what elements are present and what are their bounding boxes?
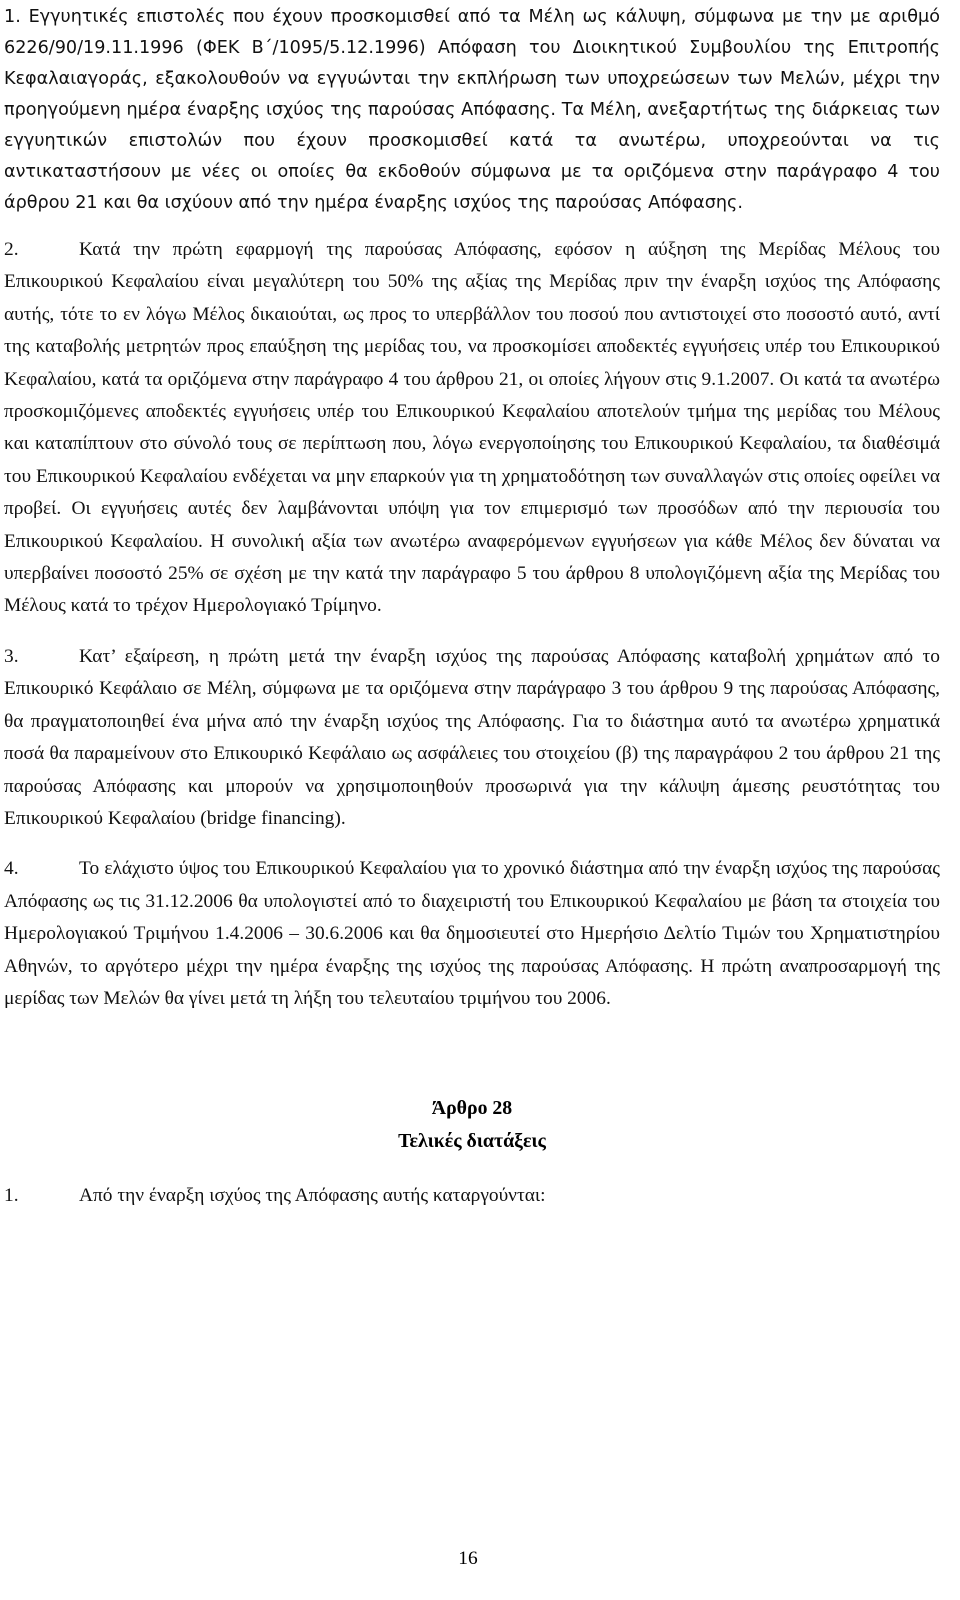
paragraph-4-text: Το ελάχιστο ύψος του Επικουρικού Κεφαλαίου για το χρονικό διάστημα από την έναρξη ισχύος της παρούσας Απόφασης ως τις 31.12.2006 θα υπολογιστεί από το διαχειριστή του Επικουρικού Κεφαλαίου με βάση τα στοιχεία του Ημερολογιακού Τριμήνου 1.4.2006 – 30.6.2006 και θα δημοσιευτεί στο Ημερήσιο Δελτίο Τιμών του Χρηματιστηρίου Αθηνών, το αργότερο μέχρι την ημέρα έναρξης της ισχύος της παρούσας Απόφασης. Η πρώτη αναπροσαρμογή της μερίδας των Μελών θα γίνει μετά τη λήξη του τελευταίου τριμήνου του 2006. bbox=[4, 858, 940, 1009]
page-number: 16 bbox=[458, 1548, 478, 1569]
list-item bbox=[4, 1180, 940, 1212]
paragraph-1: 1. Εγγυητικές επιστολές που έχουν προσκομισθεί από τα Μέλη ως κάλυψη, σύμφωνα με την με αριθμό 6226/90/19.11.1996 (ΦΕΚ Β΄/1095/5.12.1996) Απόφαση του Διοικητικού Συμβουλίου της Επιτροπής Κεφαλαιαγοράς, εξακολουθούν να εγγυώνται την εκπλήρωση των υποχρεώσεων των Μελών, μέχρι την προηγούμενη ημέρα έναρξης ισχύος της παρούσας Απόφασης. Τα Μέλη, ανεξαρτήτως της διάρκειας των εγγυητικών επιστολών που έχουν προσκομισθεί κατά τα ανωτέρω, υποχρεούνται να τις αντικαταστήσουν με νέες οι οποίες θα εκδοθούν σύμφωνα με τα οριζόμενα στην παράγραφο 4 του άρθρου 21 και θα ισχύουν από την ημέρα έναρξης ισχύος της παρούσας Απόφασης. bbox=[4, 7, 940, 213]
paragraph-2-text: Κατά την πρώτη εφαρμογή της παρούσας Απόφασης, εφόσον η αύξηση της Μερίδας Μέλους του Επικουρικού Κεφαλαίου είναι μεγαλύτερη του 50% της αξίας της Μερίδας πριν την έναρξη ισχύος της Απόφασης αυτής, τότε το εν λόγω Μέλος δικαιούται, ως προς το υπερβάλλον του ποσού που αντιστοιχεί στο ποσοστό αυτό, αντί της καταβολής μετρητών προς επαύξηση της μερίδας του, να προσκομίσει αποδεκτές εγγυήσεις υπέρ του Επικουρικού Κεφαλαίου, κατά τα οριζόμενα στην παράγραφο 4 του άρθρου 21, οι οποίες λήγουν στις 9.1.2007. Οι κατά τα ανωτέρω προσκομιζόμενες αποδεκτές εγγυήσεις υπέρ του Επικουρικού Κεφαλαίου αποτελούν τμήμα της μερίδας του Μέλους και καταπίπτουν στο σύνολό τους σε περίπτωση που, λόγω ενεργοποίησης του Επικουρικού Κεφαλαίου, τα διαθέσιμά του Επικουρικού Κεφαλαίου ενδέχεται να μην επαρκούν για τη χρηματοδότηση των συναλλαγών στις οποίες οφείλει να προβεί. Οι εγγυήσεις αυτές δεν λαμβάνονται υπόψη για τον επιμερισμό των προσόδων από την περιουσία του Επικουρικού Κεφαλαίου. Η συνολική αξία των ανωτέρω αναφερόμενων εγγυήσεων για κάθε Μέλος δεν δύναται να υπερβαίνει ποσοστό 25% σε σχέση με την κατά την παράγραφο 5 του άρθρου 8 υπολογιζόμενη αξία της Μερίδας του Μέλους κατά το τρέχον Ημερολογιακό Τρίμηνο. bbox=[4, 239, 940, 617]
article-title: Άρθρο 28 bbox=[431, 1097, 513, 1120]
paragraph-3-text: Κατ’ εξαίρεση, η πρώτη μετά την έναρξη ισχύος της παρούσας Απόφασης καταβολή χρημάτων από το Επικουρικό Κεφάλαιο σε Μέλη, σύμφωνα με τα οριζόμενα στην παράγραφο 3 του άρθρου 9 της παρούσας Απόφασης, θα πραγματοποιηθεί ένα μήνα από την έναρξη ισχύος της Απόφασης. Για το διάστημα αυτό τα ανωτέρω χρηματικά ποσά θα παραμείνουν στο Επικουρικό Κεφάλαιο ως ασφάλειες του στοιχείου (β) της παραγράφου 2 του άρθρου 21 της παρούσας Απόφασης και μπορούν να χρησιμοποιηθούν προσωρινά για την κάλυψη άμεσης ρευστότητας του Επικουρικού Κεφαλαίου (bridge financing). bbox=[4, 645, 940, 829]
list-item-text: Από την έναρξη ισχύος της Απόφασης αυτής καταργούνται: bbox=[79, 1185, 546, 1207]
article-subtitle: Τελικές διατάξεις bbox=[398, 1130, 546, 1153]
list-item-number: 1. bbox=[4, 1185, 19, 1207]
paragraph-4-number: 4. bbox=[4, 858, 19, 880]
paragraph-4 bbox=[4, 853, 940, 1015]
paragraph-3-number: 3. bbox=[4, 645, 19, 667]
document-page bbox=[4, 0, 940, 1212]
paragraph-2-number: 2. bbox=[4, 239, 19, 260]
paragraph-2 bbox=[4, 234, 940, 623]
paragraph-3 bbox=[4, 641, 940, 835]
